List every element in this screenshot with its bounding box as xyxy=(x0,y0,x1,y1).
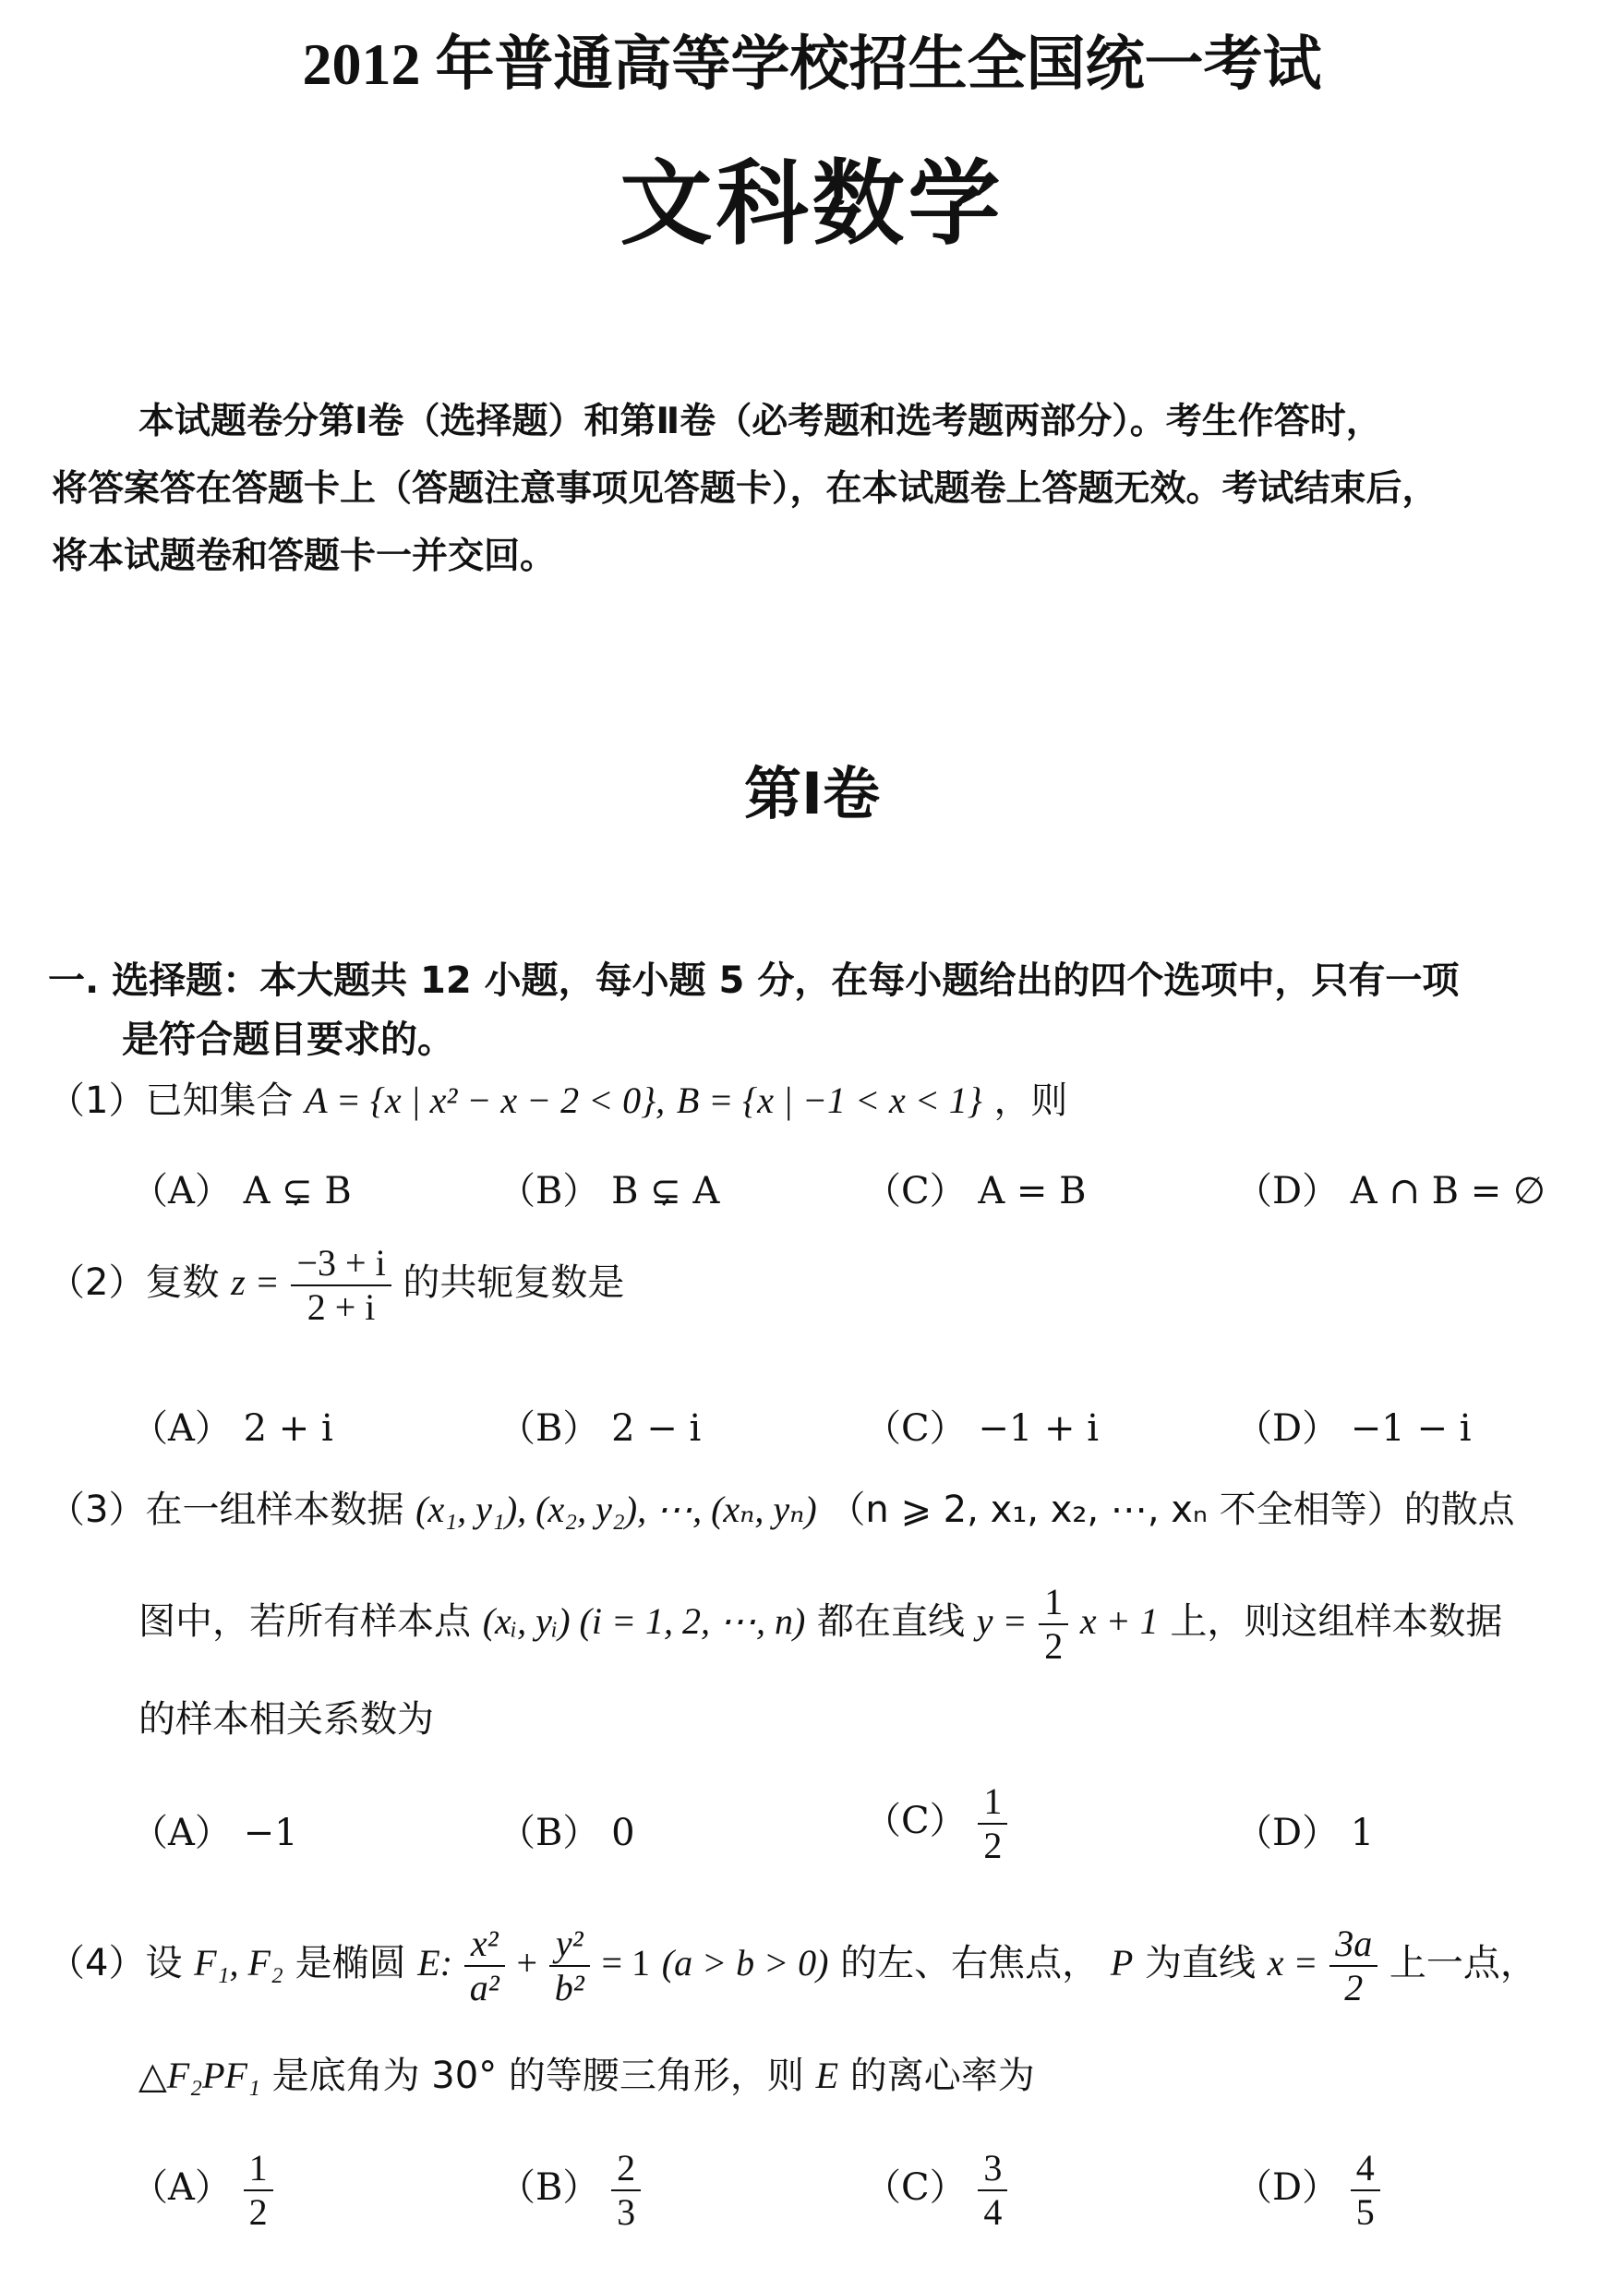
q2-numerator: −3 + i xyxy=(291,1242,391,1286)
q4-text-2: 的左、右焦点， xyxy=(840,1942,1100,1984)
question-4-line-1 xyxy=(48,1923,1537,2009)
q4-option-a xyxy=(131,2147,273,2234)
q4-y-fraction xyxy=(549,1923,590,2009)
q4-y-den: b² xyxy=(554,1967,584,2008)
q3-half-den: 2 xyxy=(1044,1625,1064,1667)
q4-plus: + xyxy=(516,1942,538,1984)
q2-option-c: （C） −1 + i xyxy=(864,1407,1100,1450)
q4-option-b-den: 3 xyxy=(617,2191,636,2233)
q2-tail: 的共轭复数是 xyxy=(403,1261,625,1304)
question-1-stem xyxy=(48,1071,1067,1124)
q4-text-1: 是椭圆 xyxy=(295,1942,406,1984)
q4-foci: F₁, F₂ xyxy=(194,1942,283,1984)
q4-option-b xyxy=(499,2147,641,2234)
q4-line-den: 2 xyxy=(1344,1967,1364,2008)
q3-option-c-label: （C） xyxy=(864,1800,967,1842)
q4-p: P xyxy=(1110,1942,1134,1984)
q3-half-num: 1 xyxy=(1039,1581,1068,1625)
exam-title: 2012 年普通高等学校招生全国统一考试 xyxy=(302,31,1322,97)
q3-label: （3）在一组样本数据 xyxy=(48,1489,404,1531)
q4-option-c xyxy=(864,2147,1007,2234)
q4-option-c-label: （C） xyxy=(864,2166,967,2209)
q4-option-a-num: 1 xyxy=(244,2147,273,2191)
q4-line2-e: E xyxy=(815,2055,839,2096)
question-3-line-3: 的样本相关系数为 xyxy=(138,1698,434,1741)
q4-option-c-den: 4 xyxy=(983,2191,1003,2233)
q3-condition: （n ⩾ 2, x₁, x₂, ⋯, xₙ 不全相等）的散点 xyxy=(828,1489,1515,1531)
q1-label: （1）已知集合 xyxy=(48,1079,294,1122)
question-3-line-2 xyxy=(138,1581,1502,1668)
q1-set-a: A = {x | x² − x − 2 < 0}, xyxy=(305,1079,666,1121)
q3-line-tail: x + 1 xyxy=(1079,1600,1159,1642)
q4-line-num: 3a xyxy=(1329,1923,1377,1967)
q4-option-a-den: 2 xyxy=(248,2191,268,2233)
q4-x-eq: x = xyxy=(1267,1942,1318,1984)
q4-text-3: 为直线 xyxy=(1145,1942,1256,1984)
q4-option-d-label: （D） xyxy=(1235,2166,1340,2209)
volume-title: 第Ⅰ卷 xyxy=(743,760,881,827)
q3-line2-a: 图中，若所有样本点 xyxy=(138,1600,471,1643)
q2-denominator: 2 + i xyxy=(307,1286,376,1328)
q3-line2-c: 上，则这组样本数据 xyxy=(1170,1600,1503,1643)
q1-tail: ，则 xyxy=(993,1079,1068,1122)
question-2-stem xyxy=(48,1242,624,1329)
q1-option-a: （A） A ⊊ B xyxy=(131,1170,352,1212)
q3-line2-b: 都在直线 xyxy=(817,1600,965,1643)
q4-ellipse: E: xyxy=(417,1942,453,1984)
q4-line2-c: 的离心率为 xyxy=(849,2055,1035,2097)
q2-option-b: （B） 2 − i xyxy=(499,1407,702,1450)
q3-option-a: （A） −1 xyxy=(131,1812,298,1854)
q3-option-c xyxy=(864,1780,1007,1867)
q4-option-d xyxy=(1235,2147,1380,2234)
q2-label: （2）复数 xyxy=(48,1261,220,1304)
q4-option-c-num: 3 xyxy=(978,2147,1007,2191)
subject-title: 文科数学 xyxy=(620,150,1004,258)
q4-option-d-num: 4 xyxy=(1351,2147,1380,2191)
q3-option-c-den: 2 xyxy=(983,1825,1003,1866)
q3-option-b: （B） 0 xyxy=(499,1812,635,1854)
q3-option-c-fraction xyxy=(978,1780,1007,1867)
q3-points: (xᵢ, yᵢ) (i = 1, 2, ⋯, n) xyxy=(482,1600,806,1642)
q2-option-a: （A） 2 + i xyxy=(131,1407,333,1450)
q4-triangle: △F₂PF₁ xyxy=(138,2055,260,2096)
intro-line-1: 本试题卷分第Ⅰ卷（选择题）和第Ⅱ卷（必考题和选考题两部分）。考生作答时， xyxy=(138,401,1382,442)
q4-line-fraction xyxy=(1329,1923,1377,2009)
section-heading-line-1: 一. 选择题：本大题共 12 小题，每小题 5 分，在每小题给出的四个选项中，只有一项 xyxy=(48,959,1460,1002)
q3-line-y: y = xyxy=(976,1600,1028,1642)
question-3-line-1 xyxy=(48,1480,1515,1533)
q4-label: （4）设 xyxy=(48,1942,183,1984)
q4-eq: = 1 xyxy=(601,1942,651,1984)
q4-text-4: 上一点， xyxy=(1389,1942,1537,1984)
q2-fraction xyxy=(291,1242,391,1329)
q1-option-b: （B） B ⊊ A xyxy=(499,1170,720,1212)
q1-set-b: B = {x | −1 < x < 1} xyxy=(676,1079,982,1121)
q4-x-fraction xyxy=(464,1923,505,2009)
q4-x-den: a² xyxy=(469,1967,499,2008)
q4-x-num: x² xyxy=(464,1923,505,1967)
q1-option-c: （C） A = B xyxy=(864,1170,1087,1212)
q4-y-num: y² xyxy=(549,1923,590,1967)
q4-option-b-num: 2 xyxy=(611,2147,641,2191)
intro-line-2: 将答案答在答题卡上（答题注意事项见答题卡），在本试题卷上答题无效。考试结束后， xyxy=(52,468,1438,510)
intro-line-3: 将本试题卷和答题卡一并交回。 xyxy=(52,536,557,577)
q4-condition: (a > b > 0) xyxy=(661,1942,829,1984)
q4-option-d-den: 5 xyxy=(1355,2191,1375,2233)
q4-option-a-label: （A） xyxy=(131,2166,232,2209)
q2-option-d: （D） −1 − i xyxy=(1235,1407,1472,1450)
q3-option-c-num: 1 xyxy=(978,1780,1007,1825)
q3-data: (x₁, y₁), (x₂, y₂), ⋯, (xₙ, yₙ) xyxy=(415,1489,817,1530)
q4-option-a-fraction xyxy=(244,2147,273,2234)
q1-option-d: （D） A ∩ B = ∅ xyxy=(1235,1170,1546,1212)
q4-option-d-fraction xyxy=(1351,2147,1380,2234)
section-heading-line-2: 是符合题目要求的。 xyxy=(122,1019,454,1061)
q4-option-b-label: （B） xyxy=(499,2166,600,2209)
q4-option-b-fraction xyxy=(611,2147,641,2234)
q4-option-c-fraction xyxy=(978,2147,1007,2234)
q3-half-fraction xyxy=(1039,1581,1068,1668)
q3-option-d: （D） 1 xyxy=(1235,1812,1375,1854)
question-4-line-2 xyxy=(138,2046,1035,2099)
q4-line2-b: 是底角为 30° 的等腰三角形，则 xyxy=(271,2055,804,2097)
q2-z: z = xyxy=(231,1261,280,1303)
